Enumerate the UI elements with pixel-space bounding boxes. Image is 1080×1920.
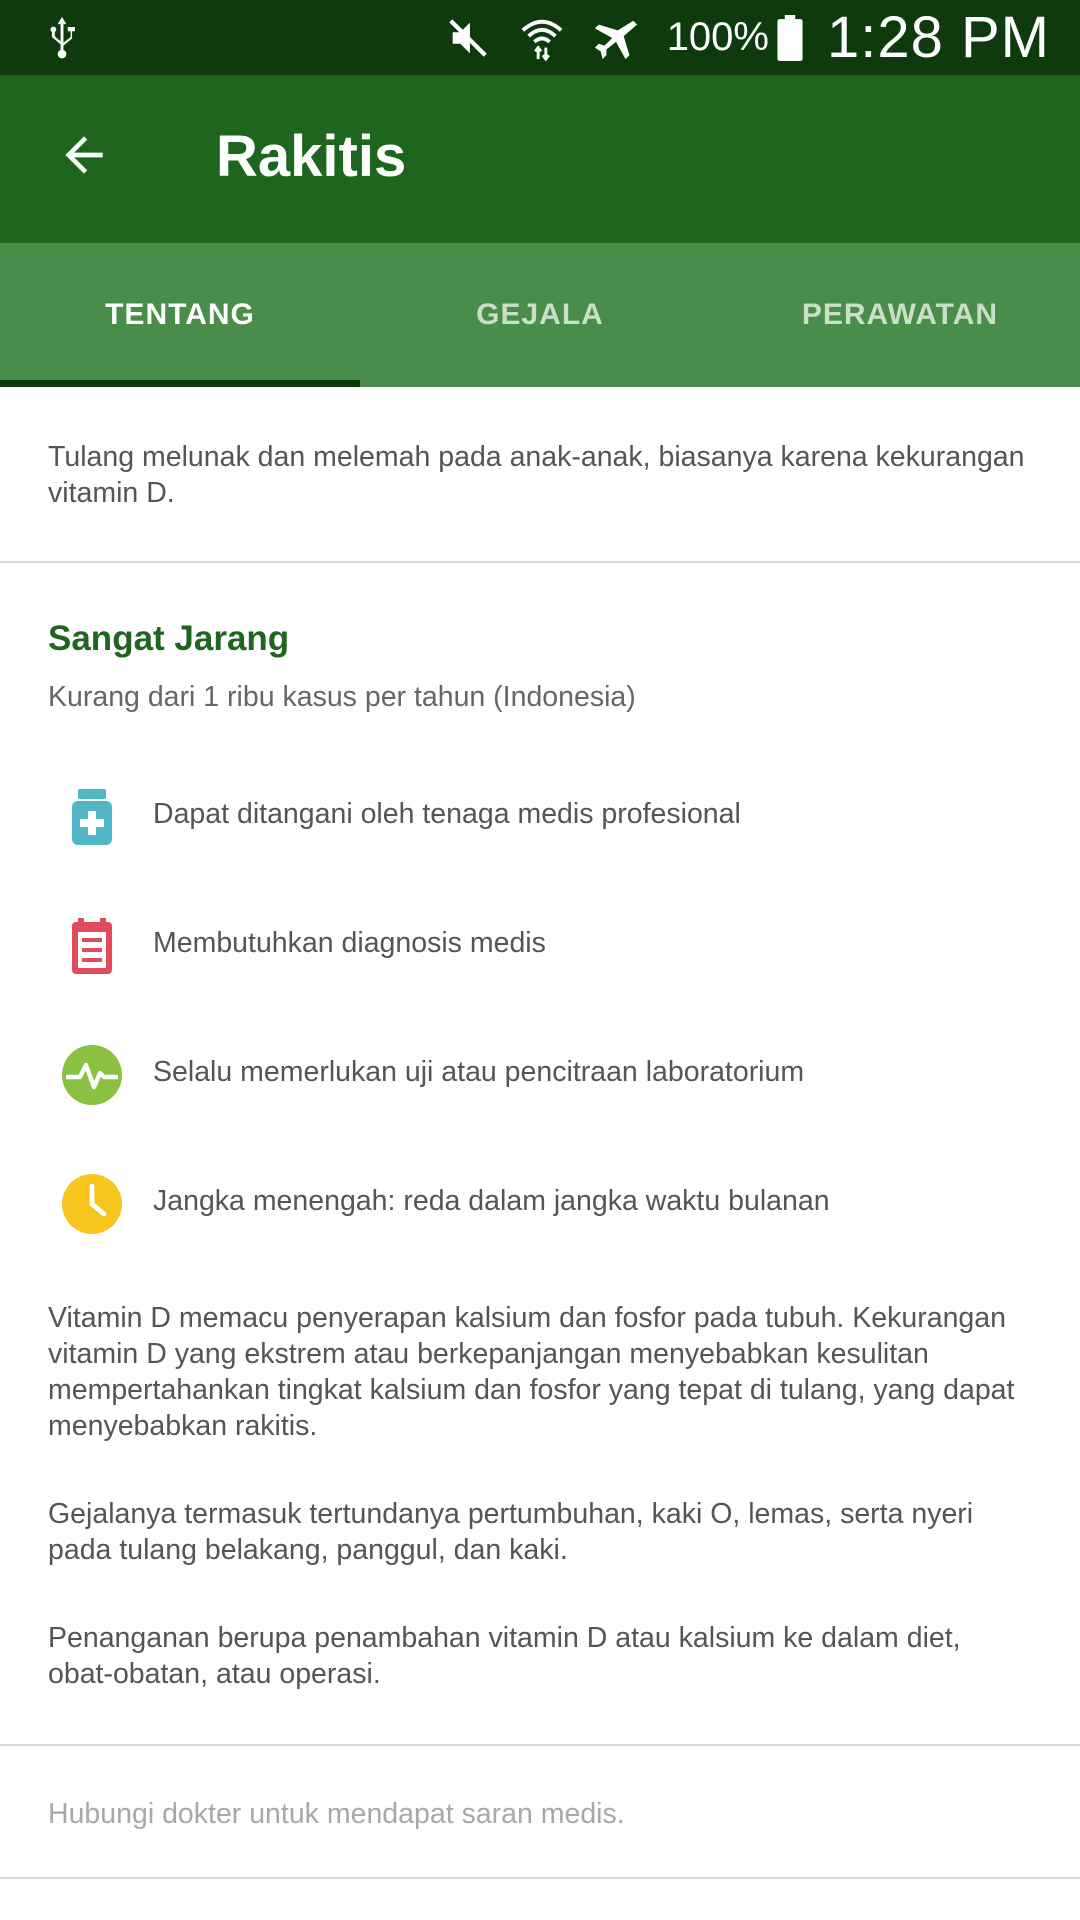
tab-tentang[interactable]: TENTANG	[0, 243, 360, 387]
back-arrow-icon[interactable]	[56, 127, 112, 183]
fact-label: Membutuhkan diagnosis medis	[153, 927, 546, 959]
content-area[interactable]	[0, 387, 1080, 1879]
intro-text: Tulang melunak dan melemah pada anak-anak, biasanya karena kekurangan vitamin D.	[48, 441, 1025, 509]
list-item	[0, 1010, 1080, 1139]
page-title: Rakitis	[216, 124, 407, 189]
airplane-mode-icon	[593, 15, 639, 61]
status-bar	[0, 0, 1080, 75]
app-bar	[0, 75, 1080, 243]
battery-icon	[777, 15, 803, 61]
tab-bar	[0, 243, 1080, 387]
description-paragraph: Penanganan berupa penambahan vitamin D atau kalsium ke dalam diet, obat-obatan, atau operasi.	[48, 1622, 961, 1690]
fact-label: Selalu memerlukan uji atau pencitraan laboratorium	[153, 1056, 805, 1088]
clipboard-icon	[60, 914, 124, 978]
facts-list	[0, 714, 1080, 1268]
list-item	[0, 881, 1080, 1010]
status-clock: 1:28 PM	[827, 5, 1050, 70]
divider	[0, 1877, 1080, 1879]
disclaimer-text: Hubungi dokter untuk mendapat saran medis.	[48, 1798, 625, 1830]
rarity-subtitle: Kurang dari 1 ribu kasus per tahun (Indonesia)	[48, 681, 636, 713]
description-paragraph: Vitamin D memacu penyerapan kalsium dan fosfor pada tubuh. Kekurangan vitamin D yang ekstrem atau berkepanjangan menyebabkan kesulitan mempertahankan tingkat kalsium dan fosfor yang tepat di tulang, yang dapat menyebabkan rakitis.	[48, 1302, 1015, 1442]
fact-label: Jangka menengah: reda dalam jangka waktu bulanan	[153, 1185, 830, 1217]
list-item	[0, 752, 1080, 881]
wifi-icon	[519, 15, 565, 61]
tab-gejala[interactable]: GEJALA	[476, 298, 604, 331]
rarity-section	[0, 563, 1080, 714]
usb-icon	[44, 14, 80, 60]
tab-perawatan[interactable]: PERAWATAN	[801, 298, 999, 331]
mute-icon	[445, 15, 491, 61]
description-paragraph: Gejalanya termasuk tertundanya pertumbuhan, kaki O, lemas, serta nyeri pada tulang belakang, panggul, dan kaki.	[48, 1498, 974, 1566]
medicine-bottle-icon	[60, 785, 124, 849]
rarity-title: Sangat Jarang	[48, 619, 290, 658]
fact-label: Dapat ditangani oleh tenaga medis profesional	[153, 798, 741, 830]
list-item	[0, 1139, 1080, 1268]
battery-percentage: 100%	[666, 15, 769, 59]
clock-icon	[60, 1172, 124, 1236]
pulse-icon	[60, 1043, 124, 1107]
